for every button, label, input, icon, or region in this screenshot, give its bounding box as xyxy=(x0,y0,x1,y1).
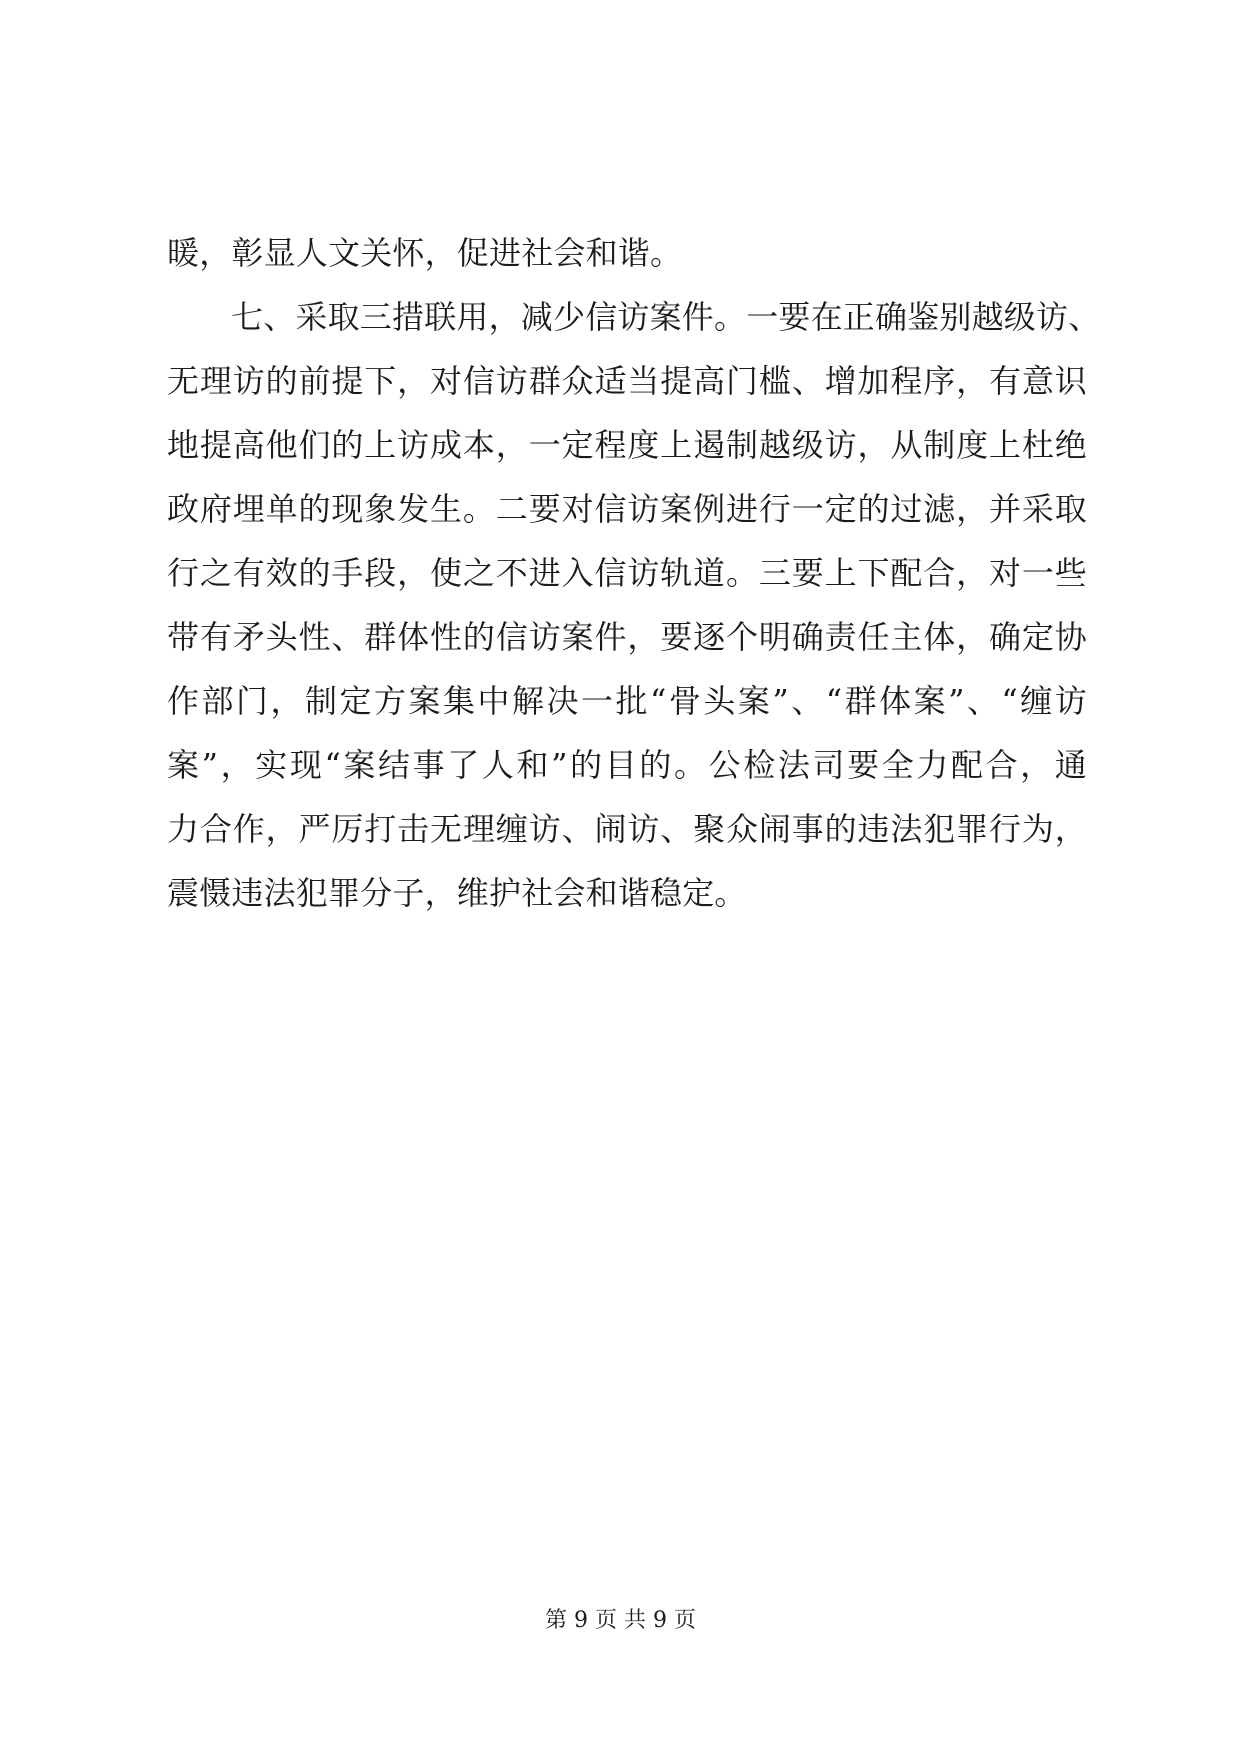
paragraph-line: 政府埋单的现象发生。二要对信访案例进行一定的过滤，并采取 xyxy=(167,490,1087,528)
paragraph-line: 带有矛头性、群体性的信访案件，要逐个明确责任主体，确定协 xyxy=(167,618,1087,656)
page-number-footer: 第 9 页 共 9 页 xyxy=(545,1608,696,1633)
paragraph-line: 暖，彰显人文关怀，促进社会和谐。 xyxy=(167,234,683,272)
paragraph-line: 震慑违法犯罪分子，维护社会和谐稳定。 xyxy=(167,874,747,912)
paragraph-line: 行之有效的手段，使之不进入信访轨道。三要上下配合，对一些 xyxy=(167,554,1087,592)
paragraph-line: 无理访的前提下，对信访群众适当提高门槛、增加程序，有意识 xyxy=(167,362,1087,400)
paragraph-line: 力合作，严厉打击无理缠访、闹访、聚众闹事的违法犯罪行为， xyxy=(167,810,1087,848)
paragraph-line: 案”，实现“案结事了人和”的目的。公检法司要全力配合，通 xyxy=(167,746,1087,784)
paragraph-line: 作部门，制定方案集中解决一批“骨头案”、“群体案”、“缠访 xyxy=(167,682,1087,720)
paragraph-line: 地提高他们的上访成本，一定程度上遏制越级访，从制度上杜绝 xyxy=(167,426,1087,464)
paragraph-line: 七、采取三措联用，减少信访案件。一要在正确鉴别越级访、 xyxy=(231,298,1101,336)
